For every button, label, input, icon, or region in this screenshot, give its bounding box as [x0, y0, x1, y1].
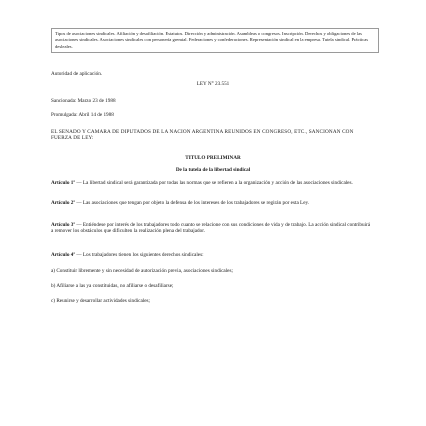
article-1 [51, 180, 371, 186]
article-text: — Las asociaciones que tengan por objeto la defensa de los intereses de los trabajadores se regirán por esta Ley. [75, 200, 310, 206]
article-2 [51, 200, 371, 206]
article-3 [51, 222, 371, 235]
right-item-c: c) Reunirse y desarrollar actividades sindicales; [51, 298, 150, 304]
right-item-a: a) Constituir libremente y sin necesidad de autorización previa, asociaciones sindicales; [51, 268, 233, 274]
summary-box [51, 28, 379, 53]
title-heading: TITULO PRELIMINAR [185, 155, 241, 161]
enactment-text: EL SENADO Y CAMARA DE DIPUTADOS DE LA NACION ARGENTINA REUNIDOS EN CONGRESO, ETC., SANCIONAN CON FUERZA DE LEY: [51, 129, 354, 142]
article-text: — Entiéndese por interés de los trabajadores todo cuanto se relacione con sus condiciones de vida y de trabajo. La acción sindical contribuirá a remover los obstáculos que dificulten la realización plena del trabajador. [51, 222, 371, 235]
summary-text: Tipos de asociaciones sindicales. Afiliación y desafiliación. Estatutos. Dirección y administración. Asambleas o congresos. Inscripción. Derechos y obligaciones de las asociaciones sindicales. Asociaciones sindicales con personería gremial. Federaciones y confederaciones. Representación sindical en la empresa. Tutela sindical. Prácticas desleales. [55, 31, 369, 49]
article-label: Artículo 3º [51, 222, 76, 228]
article-label: Artículo 2º [51, 200, 76, 206]
article-4 [51, 252, 371, 258]
article-text: — Los trabajadores tienen los siguientes derechos sindicales: [75, 252, 204, 258]
article-text: — La libertad sindical será garantizada por todas las normas que se refieren a la organización y acción de las asociaciones sindicales. [75, 180, 353, 186]
enactment-formula [51, 129, 371, 142]
sanction-date: Sancionada: Marzo 23 de 1988 [51, 98, 116, 104]
article-label: Artículo 4º [51, 252, 76, 258]
right-item-b: b) Afiliarse a las ya constituidas, no afiliarse o desafiliarse; [51, 283, 174, 289]
section-subtitle: De la tutela de la libertad sindical [175, 167, 251, 173]
law-number: LEY N° 23.551 [196, 81, 230, 87]
promulgation-date: Promulgada: Abril 14 de 1988 [51, 112, 114, 118]
article-label: Artículo 1º [51, 180, 76, 186]
author-note: Autoridad de aplicación. [51, 71, 103, 77]
